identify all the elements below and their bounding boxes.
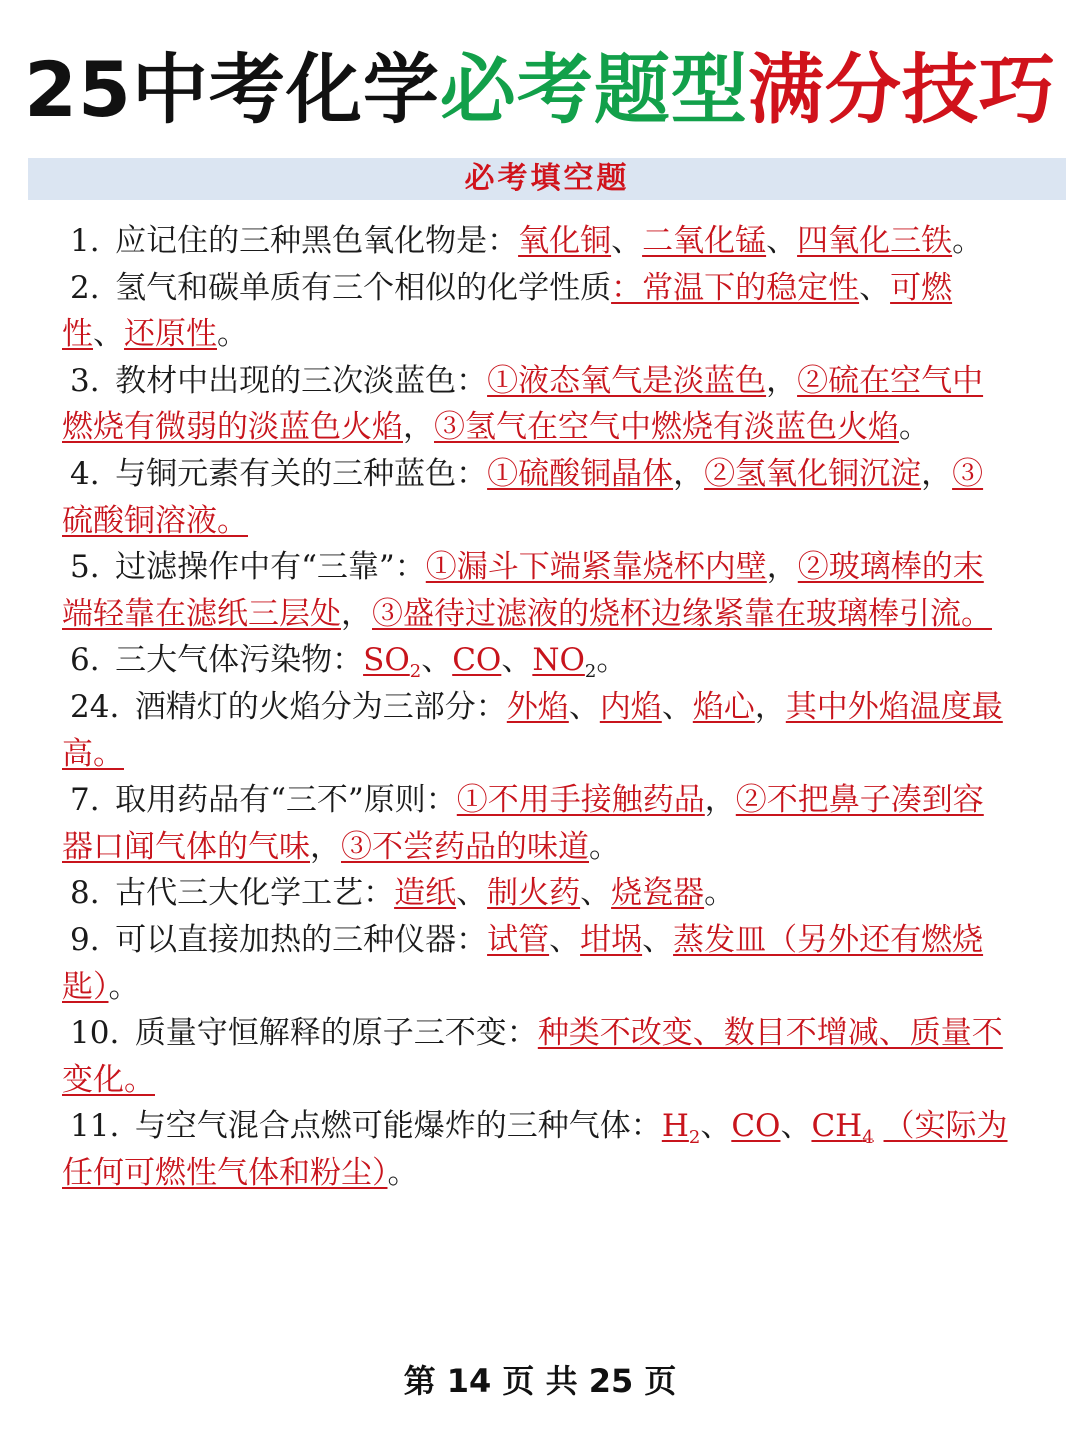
question-text: 氢气和碳单质有三个相似的化学性质	[115, 269, 612, 306]
question-text: 与空气混合点燃可能爆炸的三种气体：	[134, 1108, 662, 1145]
question-item	[62, 265, 1014, 358]
question-text: 、	[580, 875, 612, 912]
answer-text: 种类不改变、数目不增减、质量不变化。	[62, 1015, 1003, 1098]
answer-text: 坩埚	[580, 921, 643, 958]
answer-text: ①不用手接触药品	[456, 782, 705, 819]
question-item	[62, 218, 1014, 265]
question-text: 、	[549, 921, 581, 958]
answer-text: ：常温下的稳定性	[611, 269, 860, 306]
question-text: 。	[108, 968, 140, 1005]
question-text: ，	[704, 782, 736, 819]
question-text: 三大气体污染物：	[115, 642, 364, 679]
question-text: 、	[642, 921, 674, 958]
answer-text: ③不尝药品的味道	[341, 828, 589, 865]
question-text: ，	[310, 828, 341, 865]
question-text: 。	[899, 409, 930, 446]
question-text: ，	[921, 455, 953, 492]
question-text	[874, 1108, 884, 1144]
title-part-1: 25中考化学	[24, 45, 440, 134]
answer-text: 外焰	[506, 688, 569, 725]
answer-text: ①漏斗下端紧靠烧杯内壁	[425, 549, 767, 586]
question-text: 教材中出现的三次淡蓝色：	[115, 362, 488, 399]
question-text: 。	[704, 875, 736, 912]
answer-text: CO	[452, 642, 502, 679]
answer-text: 还原性	[124, 316, 217, 353]
question-number: 4.	[70, 455, 100, 492]
answer-text: ③氢气在空气中燃烧有淡蓝色火焰	[434, 409, 899, 446]
question-text: 。	[589, 828, 620, 865]
answer-text: 试管	[487, 921, 550, 958]
question-text: 。	[217, 316, 248, 353]
question-text: ，	[766, 362, 798, 399]
answer-text: 造纸	[394, 875, 457, 912]
question-text: 、	[421, 642, 453, 679]
question-text: 、	[766, 223, 798, 259]
question-text: 古代三大化学工艺：	[115, 875, 395, 912]
question-text: ，	[673, 455, 705, 492]
answer-text: 烧瓷器	[611, 875, 705, 912]
answer-text: ③硫酸铜溶液。	[62, 455, 984, 539]
question-text: 、	[700, 1108, 732, 1145]
answer-text: ②不把鼻子凑到容器口闻气体的气味	[62, 782, 984, 865]
answer-text: 四氧化三铁	[797, 223, 953, 259]
question-number: 3.	[70, 362, 100, 399]
question-text: 、	[859, 269, 891, 306]
question-item	[62, 777, 1014, 870]
question-item	[62, 684, 1014, 777]
answer-text: $H_2$	[661, 1108, 701, 1149]
question-text: 应记住的三种黑色氧化物是：	[115, 223, 519, 259]
question-text: 取用药品有“三不”原则：	[115, 782, 457, 819]
answer-text: 蒸发皿（另外还有燃烧匙）	[62, 921, 984, 1005]
answer-text: ②玻璃棒的末端轻靠在滤纸三层处	[62, 549, 984, 632]
question-number: 10.	[70, 1015, 120, 1052]
page-number: 第 14 页 共 25 页	[403, 1362, 677, 1400]
question-number: 6.	[70, 642, 100, 679]
question-text: ，	[766, 549, 798, 586]
question-number: 24.	[70, 688, 120, 725]
question-list	[62, 218, 1014, 1196]
question-text: ，	[403, 409, 434, 446]
page-title	[0, 40, 1080, 140]
answer-text: NO	[532, 642, 585, 679]
question-text: 。	[387, 1154, 419, 1191]
question-item	[62, 358, 1014, 451]
question-number: 11.	[70, 1108, 120, 1145]
question-item	[62, 917, 1014, 1010]
question-text: 酒精灯的火焰分为三部分：	[134, 688, 507, 725]
answer-text: 内焰	[599, 688, 662, 725]
answer-text: （实际为任何可燃性气体和粉尘）	[62, 1108, 1008, 1191]
question-text: 、	[611, 223, 643, 259]
question-text: 。	[952, 223, 984, 259]
question-text: 、	[93, 316, 124, 353]
question-item	[62, 870, 1014, 917]
answer-text: 制火药	[487, 875, 581, 912]
question-number: 1.	[70, 223, 100, 259]
subscript: 2	[584, 661, 597, 683]
answer-text: 其中外焰温度最高。	[62, 688, 1003, 772]
answer-text: ①硫酸铜晶体	[487, 455, 674, 492]
question-number: 8.	[70, 875, 100, 912]
question-text: 可以直接加热的三种仪器：	[115, 921, 488, 958]
question-text: 、	[568, 688, 600, 725]
answer-text: CO	[731, 1108, 781, 1145]
title-part-2: 必考题型	[439, 45, 748, 134]
question-item	[62, 637, 1014, 684]
question-text: ，	[754, 688, 786, 725]
question-number: 9.	[70, 921, 100, 958]
answer-text: $CH_4$	[811, 1108, 874, 1149]
answer-text: 氧化铜	[518, 223, 612, 259]
question-text: 质量守恒解释的原子三不变：	[134, 1015, 538, 1052]
question-item	[62, 1010, 1014, 1103]
answer-text: ①液态氧气是淡蓝色	[487, 362, 767, 399]
question-text: 。	[596, 642, 628, 679]
question-text: 、	[780, 1108, 812, 1145]
answer-text: 焰心	[692, 688, 755, 725]
question-number: 7.	[70, 782, 100, 819]
question-number: 2.	[70, 269, 100, 306]
question-text: 过滤操作中有“三靠”：	[115, 549, 426, 586]
question-text: 与铜元素有关的三种蓝色：	[115, 455, 488, 492]
section-heading: 必考填空题	[28, 158, 1066, 200]
question-text: 、	[501, 642, 533, 679]
answer-text: 可燃性	[62, 269, 953, 353]
question-number: 5.	[70, 549, 100, 586]
answer-text: ②硫在空气中燃烧有微弱的淡蓝色火焰	[62, 362, 984, 446]
question-item	[62, 544, 1014, 637]
question-text: ，	[341, 595, 372, 632]
answer-text: ③盛待过滤液的烧杯边缘紧靠在玻璃棒引流。	[372, 595, 992, 632]
answer-text: $SO_2$	[363, 642, 422, 683]
title-part-3: 满分技巧	[747, 45, 1056, 134]
question-item	[62, 451, 1014, 544]
question-text: 、	[456, 875, 488, 912]
answer-text: 二氧化锰	[642, 223, 767, 259]
question-item	[62, 1103, 1014, 1196]
question-text: 、	[661, 688, 693, 725]
answer-text: ②氢氧化铜沉淀	[704, 455, 922, 492]
